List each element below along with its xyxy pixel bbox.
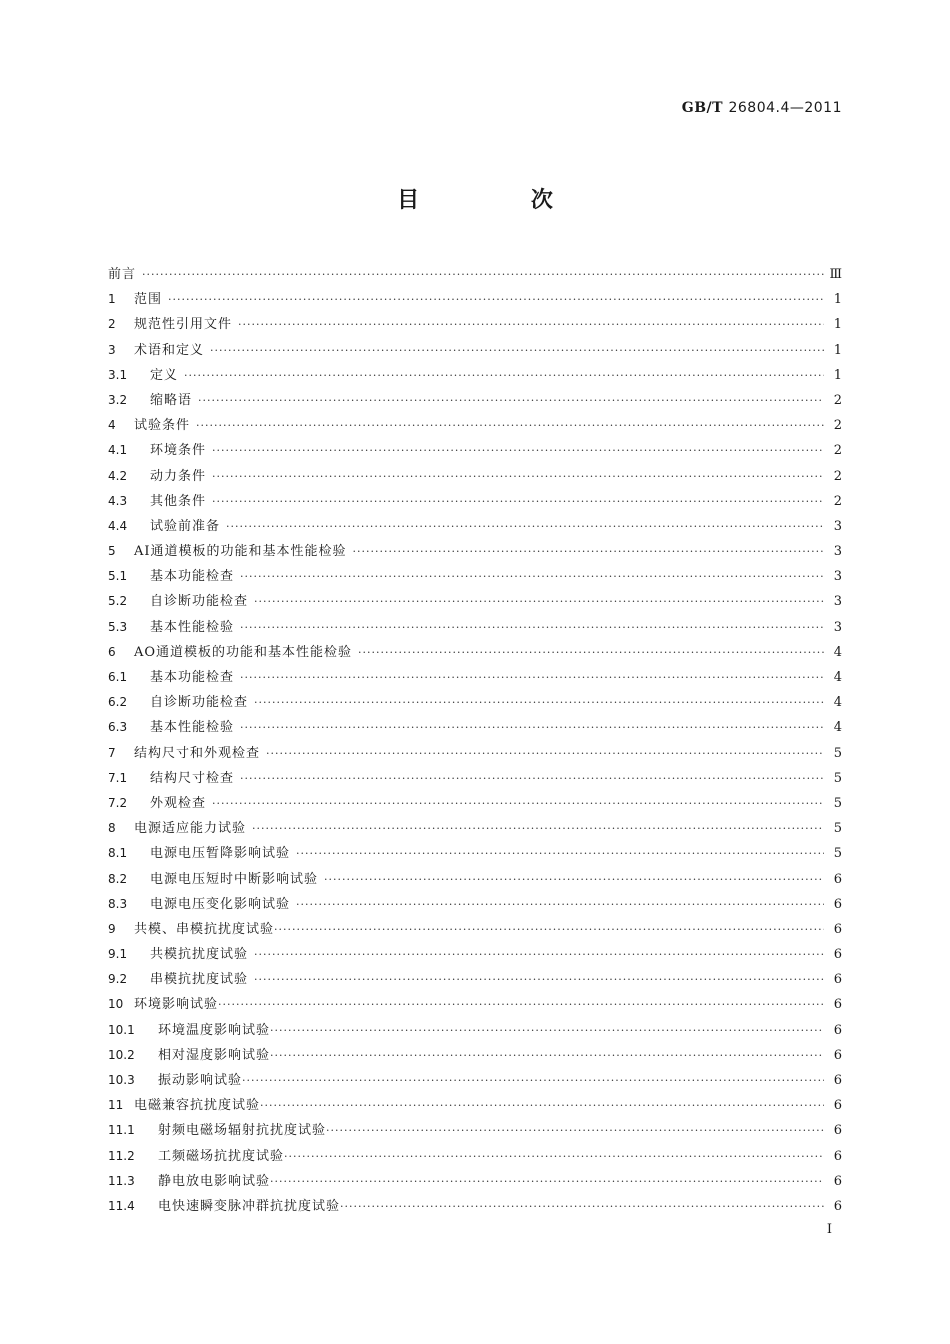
toc-leader-dots: [266, 741, 824, 766]
toc-entry-title: 其他条件: [150, 493, 207, 509]
toc-entry[interactable]: [108, 464, 842, 489]
toc-entry-number: 4: [108, 418, 116, 433]
toc-entry-page: 2: [833, 493, 842, 509]
toc-leader-dots: [240, 715, 824, 740]
toc-entry[interactable]: [108, 539, 842, 564]
toc-entry-page: 5: [833, 770, 842, 786]
toc-entry-page: 4: [833, 670, 842, 685]
toc-entry-number: 6.1: [108, 670, 128, 684]
toc-entry[interactable]: [108, 338, 842, 363]
toc-entry[interactable]: [108, 867, 842, 892]
toc-entry-number: 7: [108, 745, 116, 760]
toc-entry-title: 前言: [108, 267, 137, 282]
toc-leader-dots: [142, 262, 824, 287]
toc-entry[interactable]: [108, 262, 842, 287]
toc-leader-dots: [340, 1194, 824, 1219]
toc-entry-title: 电源适应能力试验: [134, 821, 247, 837]
toc-entry-title: 基本性能检验: [150, 619, 235, 635]
toc-entry-page: 5: [833, 821, 842, 837]
toc-entry-title: 试验条件: [134, 418, 191, 434]
toc-entry-page: 6: [833, 1173, 842, 1189]
toc-entry-page: 5: [833, 745, 842, 761]
toc-entry-page: 3: [833, 594, 842, 610]
toc-leader-dots: [212, 464, 824, 489]
toc-entry-page: 6: [833, 871, 842, 887]
toc-entry-page: 5: [833, 795, 842, 811]
toc-entry-number: 10.2: [108, 1047, 135, 1062]
toc-leader-dots: [353, 539, 824, 564]
toc-leader-dots: [168, 287, 824, 312]
toc-entry-page: 2: [833, 418, 842, 434]
toc-entry-page: 6: [833, 947, 842, 963]
toc-entry-title: 射频电磁场辐射抗扰度试验: [158, 1123, 327, 1139]
toc-entry[interactable]: [108, 816, 842, 841]
toc-entry-number: 3.1: [108, 367, 128, 382]
toc-entry-page: Ⅲ: [829, 267, 842, 282]
toc-entry[interactable]: [108, 841, 842, 866]
toc-entry-number: 8.3: [108, 896, 128, 911]
toc-entry-number: 2: [108, 317, 116, 332]
toc-entry-title: 定义: [150, 367, 179, 383]
toc-entry[interactable]: [108, 1194, 842, 1219]
toc-leader-dots: [254, 967, 824, 992]
toc-title: 目 次: [397, 188, 605, 213]
toc-entry[interactable]: [108, 892, 842, 917]
toc-entry[interactable]: [108, 1018, 842, 1043]
toc-entry[interactable]: [108, 589, 842, 614]
toc-entry-title: 共模、串模抗扰度试验: [134, 921, 275, 937]
toc-entry[interactable]: [108, 690, 842, 715]
toc-entry[interactable]: [108, 1068, 842, 1093]
toc-entry[interactable]: [108, 967, 842, 992]
toc-entry[interactable]: [108, 1093, 842, 1118]
toc-entry-title: 结构尺寸和外观检查: [134, 745, 261, 761]
toc-entry-title: 静电放电影响试验: [158, 1173, 271, 1189]
toc-entry-number: 10.1: [108, 1022, 135, 1037]
toc-leader-dots: [184, 363, 824, 388]
toc-entry-title: 动力条件: [150, 468, 207, 484]
toc-entry-title: 环境温度影响试验: [158, 1022, 271, 1038]
toc-entry-page: 1: [833, 342, 842, 358]
toc-entry-page: 1: [833, 292, 842, 308]
toc-entry-title: 结构尺寸检查: [150, 770, 235, 786]
toc-entry-number: 8.1: [108, 846, 128, 861]
toc-leader-dots: [196, 413, 824, 438]
toc-entry-number: 11.3: [108, 1173, 135, 1188]
toc-leader-dots: [212, 791, 824, 816]
toc-entry-title: 基本性能检验: [150, 720, 235, 736]
toc-leader-dots: [240, 766, 824, 791]
toc-entry-number: 5.1: [108, 569, 128, 584]
toc-leader-dots: [358, 640, 824, 665]
toc-entry-title: 自诊断功能检查: [150, 695, 249, 711]
toc-entry-number: 11.4: [108, 1198, 135, 1213]
toc-entry-title: 振动影响试验: [158, 1073, 243, 1088]
toc-entry[interactable]: [108, 917, 842, 942]
toc-entry-title: 缩略语: [150, 392, 193, 408]
toc-entry[interactable]: [108, 741, 842, 766]
toc-entry-number: 10: [108, 997, 124, 1012]
toc-entry-title: 相对湿度影响试验: [158, 1047, 271, 1063]
toc-entry-number: 8: [108, 821, 116, 836]
toc-leader-dots: [270, 1169, 824, 1194]
toc-leader-dots: [212, 489, 824, 514]
toc-leader-dots: [240, 665, 824, 690]
toc-entry-page: 3: [833, 569, 842, 585]
standard-code: [682, 100, 842, 116]
toc-leader-dots: [226, 514, 824, 539]
toc-entry-number: 7.1: [108, 770, 128, 785]
toc-entry-page: 3: [833, 619, 842, 635]
toc-leader-dots: [240, 615, 824, 640]
toc-entry-page: 2: [833, 468, 842, 484]
toc-entry-number: 5: [108, 544, 116, 559]
toc-entry-number: 11: [108, 1098, 124, 1113]
toc-leader-dots: [252, 816, 824, 841]
toc-leader-dots: [284, 1144, 824, 1169]
toc-entry-page: 6: [833, 1123, 842, 1139]
toc-entry-title: 电源电压短时中断影响试验: [150, 871, 319, 887]
toc-leader-dots: [254, 942, 824, 967]
toc-entry-number: 7.2: [108, 795, 128, 810]
toc-leader-dots: [218, 992, 824, 1017]
toc-entry-page: 1: [833, 367, 842, 383]
toc-entry-title: 基本功能检查: [150, 670, 235, 685]
toc-entry-page: 1: [833, 317, 842, 333]
toc-entry[interactable]: [108, 1043, 842, 1068]
toc-entry-page: 2: [833, 392, 842, 408]
toc-leader-dots: [238, 312, 824, 337]
toc-entry-number: 9.1: [108, 947, 128, 962]
toc-leader-dots: [296, 892, 824, 917]
toc-entry-number: 8.2: [108, 871, 128, 886]
toc-entry-page: 3: [833, 544, 842, 560]
toc-entry-title: 外观检查: [150, 795, 207, 811]
toc-entry-page: 6: [833, 1022, 842, 1038]
toc-entry-number: 10.3: [108, 1073, 135, 1087]
toc-entry-page: 6: [833, 896, 842, 912]
toc-leader-dots: [260, 1093, 824, 1118]
toc-entry-page: 6: [833, 972, 842, 988]
toc-leader-dots: [270, 1043, 824, 1068]
toc-entry-title: 术语和定义: [134, 342, 205, 358]
toc-entry-number: 4.1: [108, 443, 128, 458]
toc-entry-title: 试验前准备: [150, 518, 221, 534]
toc-entry[interactable]: [108, 514, 842, 539]
toc-leader-dots: [242, 1068, 824, 1093]
toc-leader-dots: [198, 388, 824, 413]
toc-entry[interactable]: [108, 640, 842, 665]
toc-entry-title: 规范性引用文件: [134, 317, 233, 333]
toc-entry-title: 电快速瞬变脉冲群抗扰度试验: [158, 1198, 341, 1214]
toc-leader-dots: [254, 589, 824, 614]
table-of-contents: [108, 262, 842, 1219]
toc-entry-number: 3: [108, 342, 116, 357]
toc-entry-page: 6: [833, 921, 842, 937]
toc-entry[interactable]: [108, 715, 842, 740]
toc-entry[interactable]: [108, 438, 842, 463]
toc-entry[interactable]: [108, 791, 842, 816]
toc-leader-dots: [240, 564, 824, 589]
toc-entry[interactable]: [108, 363, 842, 388]
toc-entry[interactable]: [108, 615, 842, 640]
toc-leader-dots: [270, 1018, 824, 1043]
toc-entry[interactable]: [108, 564, 842, 589]
toc-entry-number: 11.2: [108, 1148, 135, 1163]
toc-entry[interactable]: [108, 287, 842, 312]
toc-entry-title: AI通道模板的功能和基本性能检验: [134, 544, 347, 560]
toc-entry[interactable]: [108, 312, 842, 337]
toc-entry-page: 5: [833, 846, 842, 862]
standard-code-number: 26804.4—2011: [728, 100, 842, 116]
toc-entry-page: 4: [833, 695, 842, 711]
toc-entry-number: 6.3: [108, 720, 128, 735]
toc-entry-number: 6: [108, 644, 116, 659]
standard-code-prefix: GB/T: [681, 100, 724, 116]
toc-entry[interactable]: [108, 1144, 842, 1169]
toc-entry-page: 3: [833, 518, 842, 534]
toc-entry-title: 环境影响试验: [134, 997, 219, 1013]
toc-entry-number: 9: [108, 921, 116, 936]
toc-entry-page: 6: [833, 997, 842, 1013]
toc-entry-title: 电源电压变化影响试验: [150, 896, 291, 912]
toc-leader-dots: [274, 917, 824, 942]
toc-entry[interactable]: [108, 665, 842, 690]
toc-entry[interactable]: [108, 388, 842, 413]
toc-entry-page: 6: [833, 1198, 842, 1214]
toc-leader-dots: [212, 438, 824, 463]
toc-leader-dots: [210, 338, 824, 363]
toc-entry-page: 4: [833, 720, 842, 736]
toc-entry-page: 6: [833, 1148, 842, 1164]
toc-entry-number: 5.3: [108, 619, 128, 634]
toc-entry-title: 工频磁场抗扰度试验: [158, 1148, 285, 1164]
toc-leader-dots: [296, 841, 824, 866]
toc-entry-title: AO通道模板的功能和基本性能检验: [134, 644, 353, 660]
toc-entry-page: 6: [833, 1098, 842, 1114]
toc-leader-dots: [254, 690, 824, 715]
toc-entry[interactable]: [108, 413, 842, 438]
toc-entry-title: 基本功能检查: [150, 569, 235, 585]
toc-entry[interactable]: [108, 766, 842, 791]
toc-entry-title: 共模抗扰度试验: [150, 947, 249, 963]
toc-entry-number: 6.2: [108, 695, 128, 710]
toc-entry-number: 4.3: [108, 493, 128, 508]
toc-entry[interactable]: [108, 992, 842, 1017]
toc-entry[interactable]: [108, 942, 842, 967]
toc-entry[interactable]: [108, 489, 842, 514]
toc-entry-title: 范围: [134, 292, 163, 308]
toc-entry-number: 4.2: [108, 468, 128, 483]
toc-entry-page: 6: [833, 1073, 842, 1088]
toc-leader-dots: [326, 1118, 824, 1143]
toc-entry-title: 串模抗扰度试验: [150, 972, 249, 988]
toc-entry-page: 4: [833, 644, 842, 660]
toc-entry-title: 电磁兼容抗扰度试验: [134, 1098, 261, 1114]
toc-entry-number: 11.1: [108, 1123, 135, 1138]
footer-page-number: I: [826, 1222, 832, 1237]
toc-entry-number: 5.2: [108, 594, 128, 609]
toc-entry-number: 3.2: [108, 392, 128, 407]
toc-entry[interactable]: [108, 1118, 842, 1143]
toc-leader-dots: [324, 867, 824, 892]
toc-entry-page: 2: [833, 443, 842, 459]
toc-entry-number: 1: [108, 292, 116, 307]
toc-entry-page: 6: [833, 1047, 842, 1063]
toc-entry-number: 4.4: [108, 518, 128, 533]
toc-entry[interactable]: [108, 1169, 842, 1194]
toc-entry-number: 9.2: [108, 972, 128, 987]
toc-entry-title: 环境条件: [150, 443, 207, 459]
toc-entry-title: 电源电压暂降影响试验: [150, 846, 291, 862]
toc-entry-title: 自诊断功能检查: [150, 594, 249, 610]
